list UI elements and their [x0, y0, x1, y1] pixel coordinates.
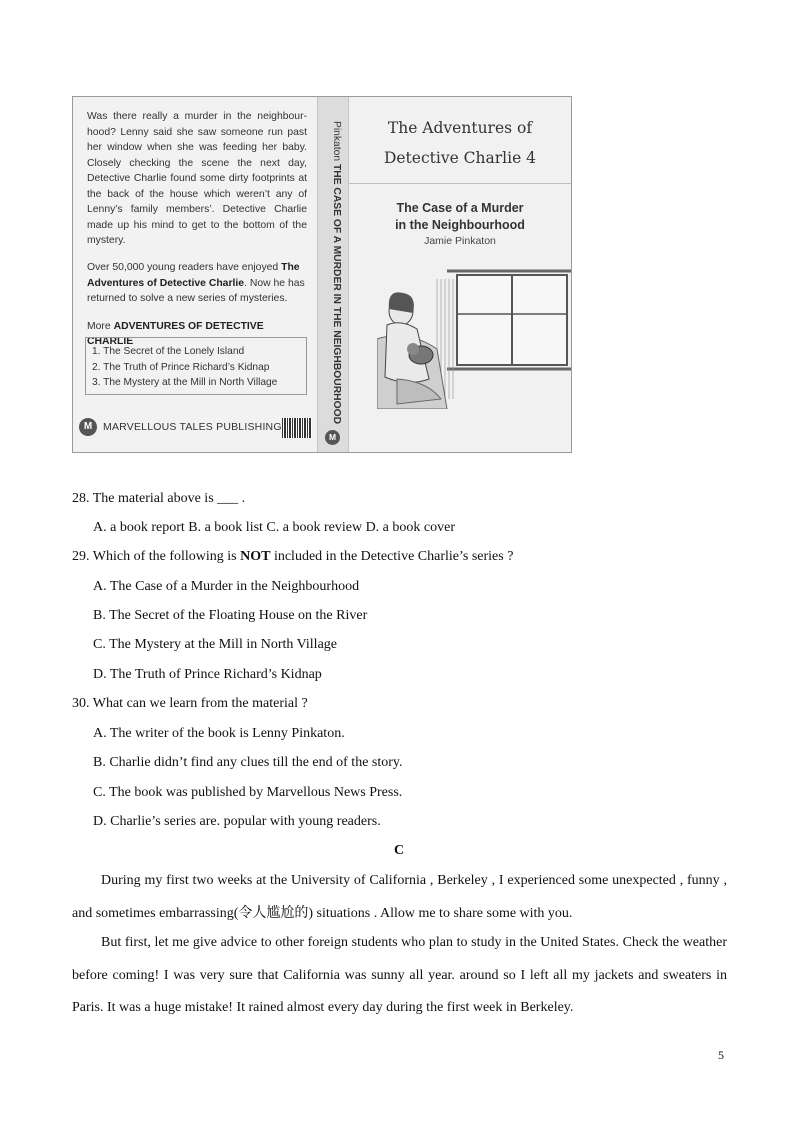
- readers-note-series: The Adventures of Detective Charlie: [87, 262, 300, 289]
- spine-title: THE CASE OF A MURDER IN THE NEIGHBOURHOOD: [331, 163, 342, 425]
- more-series-name: ADVENTURES OF DETECTIVE CHARLIE: [87, 321, 264, 347]
- list-item: 2. The Truth of Prince Richard’s Kidnap: [92, 361, 270, 373]
- list-item: 3. The Mystery at the Mill in North Village: [92, 377, 278, 388]
- readers-note-prefix: Over 50,000 young readers have enjoyed: [87, 262, 282, 273]
- publisher-row: [79, 417, 315, 439]
- question-30-option-a: A. The writer of the book is Lenny Pinkaton.: [93, 726, 345, 741]
- question-30-option-d: D. Charlie’s series are. popular with young readers.: [93, 814, 381, 829]
- more-adventures-list: [85, 337, 307, 395]
- spine-logo-icon: M: [325, 430, 340, 445]
- passage-paragraph-2: [72, 927, 727, 1025]
- series-title-line: The Adventures of: [387, 119, 533, 137]
- series-title: [349, 113, 571, 173]
- back-cover: [73, 97, 317, 452]
- publisher-name: MARVELLOUS TALES PUBLISHING: [103, 421, 282, 433]
- question-29-option-a: A. The Case of a Murder in the Neighbourhood: [93, 579, 360, 594]
- page-number: 5: [718, 1048, 724, 1062]
- book-spine: [317, 97, 349, 452]
- question-29-stem-before: 29. Which of the following is: [72, 549, 241, 564]
- passage-paragraph-1: [72, 865, 727, 930]
- question-28-stem: 28. The material above is ___ .: [72, 491, 246, 506]
- book-title: [349, 200, 571, 234]
- front-cover: [349, 97, 571, 452]
- book-author: Jamie Pinkaton: [424, 235, 496, 247]
- book-title-line: in the Neighbourhood: [395, 218, 525, 232]
- readers-note-suffix: . Now he has returned to solve a new series of mysteries.: [87, 277, 305, 304]
- question-29-option-c: C. The Mystery at the Mill in North Village: [93, 637, 338, 652]
- question-29-stem: [72, 548, 513, 566]
- question-29-stem-bold: NOT: [240, 549, 271, 564]
- front-divider: [349, 183, 571, 184]
- paragraph-text: But first, let me give advice to other foreign students who plan to study in the United States. Check the weather before coming! I was very sure that California was sunny all year. around so I left all my jackets and sweaters in Paris. It was a huge mistake! It rained almost every day during the first week in Berkeley.: [72, 935, 727, 1015]
- list-item: 1. The Secret of the Lonely Island: [92, 346, 245, 357]
- readers-note: [87, 260, 309, 307]
- mother-and-baby-illustration: [377, 269, 572, 409]
- section-heading: C: [394, 843, 405, 858]
- question-28-options: A. a book report B. a book list C. a book review D. a book cover: [93, 520, 455, 535]
- book-cover-image: [72, 96, 572, 453]
- series-title-line: Detective Charlie 4: [383, 149, 537, 167]
- book-title-line: The Case of a Murder: [396, 201, 524, 215]
- spine-text: [326, 121, 342, 425]
- question-30-option-c: C. The book was published by Marvellous News Press.: [93, 785, 403, 800]
- publisher-logo-icon: M: [79, 418, 97, 436]
- barcode-icon: [282, 418, 312, 438]
- question-29-stem-after: included in the Detective Charlie’s series ?: [270, 549, 514, 564]
- question-29-option-d: D. The Truth of Prince Richard’s Kidnap: [93, 667, 322, 682]
- spine-author: Pinkaton: [331, 121, 342, 162]
- question-30-option-b: B. Charlie didn’t find any clues till the end of the story.: [93, 755, 403, 770]
- paragraph-text: During my first two weeks at the University of California , Berkeley , I experienced some unexpected , funny , and sometimes embarrassing(令人尴尬的) situations . Allow me to share some with you.: [72, 873, 727, 921]
- back-cover-blurb: Was there really a murder in the neighbour-hood? Lenny said she saw someone run past her window when she was feeding her baby. Closely checking the scene the next day, Detective Charlie found some dirty footprints at the back of the house which weren’t any of Lenny’s family members’. Detective Charlie made up his mind to get to the bottom of the mystery.: [87, 111, 307, 246]
- question-30-stem: 30. What can we learn from the material ?: [72, 696, 308, 711]
- more-prefix: More: [87, 321, 114, 332]
- question-29-option-b: B. The Secret of the Floating House on the River: [93, 608, 368, 623]
